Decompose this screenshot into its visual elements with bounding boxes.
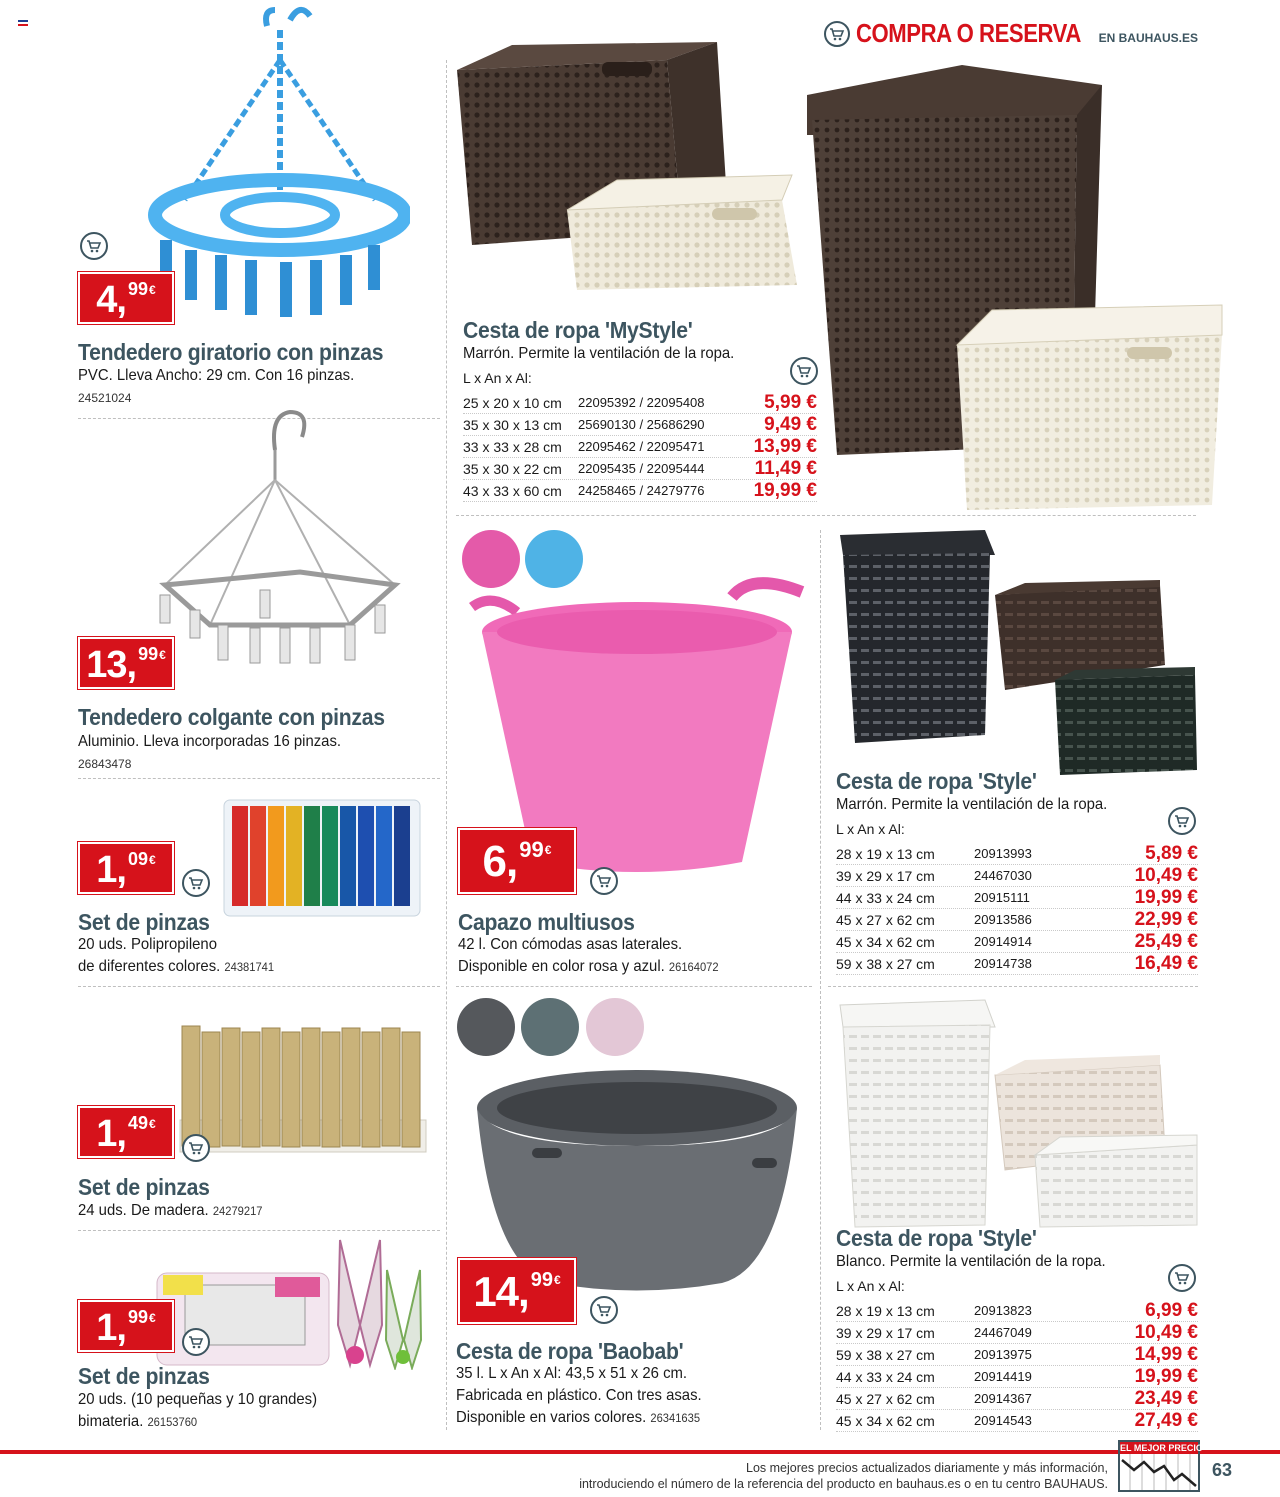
- row-dim: 44 x 33 x 24 cm: [836, 1368, 935, 1385]
- product-title: Cesta de ropa 'Style': [836, 768, 1037, 794]
- row-dim: 45 x 27 x 62 cm: [836, 1390, 935, 1407]
- table-row: [836, 1300, 1198, 1322]
- price-decimal: 99: [127, 279, 149, 299]
- row-price: 11,49 €: [754, 457, 817, 479]
- row-code: 20913823: [974, 1303, 1032, 1318]
- price-integer: 14 ,: [473, 1260, 528, 1324]
- row-code: 20913993: [974, 846, 1032, 861]
- product-desc: [78, 1411, 197, 1433]
- price-integer: 1 ,: [96, 1108, 126, 1160]
- mystyle-hamper-image: [792, 55, 1227, 510]
- table-row: [463, 480, 817, 502]
- header-main: COMPRA O RESERVA: [856, 18, 1081, 48]
- row-code: 20915111: [974, 890, 1030, 905]
- row-dim: 45 x 34 x 62 cm: [836, 933, 935, 950]
- table-row: [836, 953, 1198, 975]
- row-price: 22,99 €: [1134, 908, 1198, 930]
- price-currency: €: [553, 1273, 561, 1287]
- table-row: [463, 458, 817, 480]
- row-price: 23,49 €: [1134, 1387, 1198, 1409]
- row-dim: 59 x 38 x 27 cm: [836, 955, 935, 972]
- price-decimal: 09: [127, 849, 149, 869]
- table-row: [836, 1344, 1198, 1366]
- product-desc: [456, 1407, 700, 1429]
- product-ref: 24521024: [78, 391, 132, 405]
- product-desc: Marrón. Permite la ventilación de la ropa.: [836, 796, 1108, 813]
- divider: [456, 515, 1196, 516]
- footer-rule: [0, 1450, 1280, 1454]
- divider: [456, 986, 812, 987]
- product-ref: 24381741: [224, 960, 275, 974]
- price-currency: €: [544, 843, 552, 857]
- table-row: [836, 887, 1198, 909]
- row-code: 24467049: [974, 1325, 1032, 1340]
- price-integer: 4 ,: [96, 274, 126, 326]
- product-title: Set de pinzas: [78, 1174, 210, 1200]
- table-row: [463, 436, 817, 458]
- row-dim: 45 x 27 x 62 cm: [836, 911, 935, 928]
- price-badge: [78, 842, 174, 894]
- table-row: [463, 414, 817, 436]
- product-desc: 42 l. Con cómodas asas laterales.: [458, 936, 683, 953]
- header-sub: EN BAUHAUS.ES: [1098, 30, 1198, 45]
- product-desc-line: Disponible en color rosa y azul.: [458, 958, 665, 975]
- product-desc: 20 uds. (10 pequeñas y 10 grandes): [78, 1391, 318, 1408]
- price-decimal: 99: [519, 837, 544, 862]
- product-ref: 26164072: [668, 960, 719, 974]
- row-price: 9,49 €: [764, 413, 817, 435]
- price-badge: [458, 1258, 576, 1324]
- row-code: 22095392 / 22095408: [578, 395, 705, 410]
- row-code: 20914543: [974, 1413, 1032, 1428]
- flag-icon: [18, 20, 28, 26]
- mystyle-baskets-image: [452, 40, 802, 290]
- product-desc: [458, 956, 719, 978]
- row-code: 20913975: [974, 1347, 1032, 1362]
- row-price: 6,99 €: [1145, 1299, 1198, 1321]
- table-header: L x An x Al:: [836, 1278, 905, 1294]
- cart-icon[interactable]: [590, 867, 618, 895]
- price-currency: €: [149, 853, 156, 867]
- row-price: 10,49 €: [1134, 1321, 1198, 1343]
- table-header: L x An x Al:: [463, 370, 532, 386]
- product-ref: 26153760: [147, 1415, 198, 1429]
- best-price-label: EL MEJOR PRECIO: [1120, 1443, 1203, 1453]
- row-dim: 35 x 30 x 13 cm: [463, 416, 562, 433]
- footer-line-2: introduciendo el número de la referencia del producto en bauhaus.es o en tu centro BAUHAUS.: [579, 1477, 1108, 1491]
- row-code: 22095462 / 22095471: [578, 439, 705, 454]
- row-dim: 35 x 30 x 22 cm: [463, 460, 562, 477]
- divider: [78, 778, 440, 779]
- divider: [828, 986, 1198, 987]
- table-row: [836, 1410, 1198, 1432]
- row-price: 27,49 €: [1134, 1409, 1198, 1431]
- row-price: 14,99 €: [1134, 1343, 1198, 1365]
- cart-icon[interactable]: [182, 1328, 210, 1356]
- price-chart-icon: [1120, 1454, 1198, 1490]
- divider: [78, 1230, 440, 1231]
- row-price: 10,49 €: [1134, 864, 1198, 886]
- row-code: 25690130 / 25686290: [578, 417, 705, 432]
- table-row: [463, 392, 817, 414]
- price-decimal: 99: [138, 644, 159, 664]
- table-row: [836, 1388, 1198, 1410]
- product-desc: [78, 1200, 262, 1222]
- row-dim: 59 x 38 x 27 cm: [836, 1346, 935, 1363]
- product-desc-line: 24 uds. De madera.: [78, 1202, 209, 1219]
- mystyle-size-table: [463, 370, 817, 502]
- footer-text: [579, 1460, 1108, 1492]
- price-integer: 6 ,: [483, 830, 518, 894]
- row-dim: 44 x 33 x 24 cm: [836, 889, 935, 906]
- row-price: 5,99 €: [764, 391, 817, 413]
- header: [824, 18, 1198, 49]
- row-dim: 25 x 20 x 10 cm: [463, 394, 562, 411]
- row-code: 20914419: [974, 1369, 1032, 1384]
- row-code: 24258465 / 24279776: [578, 483, 705, 498]
- price-integer: 13 ,: [86, 639, 136, 691]
- row-dim: 28 x 19 x 13 cm: [836, 1302, 935, 1319]
- wooden-pegs-image: [178, 1020, 428, 1155]
- price-badge: [458, 828, 576, 894]
- product-desc-line: de diferentes colores.: [78, 958, 221, 975]
- color-swatch-dark-grey[interactable]: [457, 998, 515, 1056]
- best-price-badge: [1118, 1440, 1203, 1492]
- product-title: Cesta de ropa 'Baobab': [456, 1338, 684, 1364]
- price-decimal: 99: [127, 1307, 149, 1327]
- product-title: Capazo multiusos: [458, 909, 635, 935]
- cart-icon[interactable]: [824, 21, 850, 47]
- row-code: 20914367: [974, 1391, 1032, 1406]
- price-badge: [78, 1106, 174, 1158]
- row-price: 13,99 €: [753, 435, 817, 457]
- footer-line-1: Los mejores precios actualizados diariamente y más información,: [746, 1461, 1108, 1475]
- table-row: [836, 843, 1198, 865]
- cart-icon[interactable]: [182, 869, 210, 897]
- product-ref: 26843478: [78, 757, 132, 771]
- row-price: 16,49 €: [1134, 952, 1198, 974]
- row-dim: 43 x 33 x 60 cm: [463, 482, 562, 499]
- colored-pegs-image: [222, 796, 422, 921]
- style-brown-size-table: [836, 821, 1198, 975]
- product-desc: [78, 956, 274, 978]
- product-ref: 24279217: [212, 1204, 263, 1218]
- price-integer: 1 ,: [96, 844, 126, 896]
- row-price: 5,89 €: [1145, 842, 1198, 864]
- product-title: Set de pinzas: [78, 1363, 210, 1389]
- price-currency: €: [149, 1311, 156, 1325]
- table-header: L x An x Al:: [836, 821, 905, 837]
- product-title: Tendedero colgante con pinzas: [78, 704, 385, 730]
- price-decimal: 49: [127, 1113, 149, 1133]
- cart-icon[interactable]: [182, 1134, 210, 1162]
- price-badge: [78, 1300, 174, 1352]
- product-title: Cesta de ropa 'MyStyle': [463, 317, 693, 343]
- product-desc-line: Disponible en varios colores.: [456, 1409, 647, 1426]
- row-dim: 33 x 33 x 28 cm: [463, 438, 562, 455]
- price-badge: [78, 637, 174, 689]
- product-desc: 35 l. L x An x Al: 43,5 x 51 x 26 cm.: [456, 1365, 688, 1382]
- product-desc: Blanco. Permite la ventilación de la ropa.: [836, 1253, 1106, 1270]
- product-desc: PVC. Lleva Ancho: 29 cm. Con 16 pinzas.: [78, 367, 355, 384]
- page-number: 63: [1212, 1460, 1233, 1480]
- style-brown-baskets-image: [835, 525, 1200, 780]
- row-dim: 45 x 34 x 62 cm: [836, 1412, 935, 1429]
- product-title: Set de pinzas: [78, 909, 210, 935]
- row-dim: 28 x 19 x 13 cm: [836, 845, 935, 862]
- aluminium-hanger-image: [150, 400, 420, 680]
- row-price: 25,49 €: [1134, 930, 1198, 952]
- table-row: [836, 909, 1198, 931]
- style-white-baskets-image: [835, 995, 1200, 1230]
- color-swatch-pink-light[interactable]: [586, 998, 644, 1056]
- product-desc-line: bimateria.: [78, 1413, 144, 1430]
- product-title: Tendedero giratorio con pinzas: [78, 339, 384, 365]
- color-swatch-slate[interactable]: [521, 998, 579, 1056]
- price-currency: €: [149, 283, 156, 297]
- price-currency: €: [159, 648, 166, 662]
- cart-icon[interactable]: [80, 232, 108, 260]
- price-currency: €: [149, 1117, 156, 1131]
- table-row: [836, 865, 1198, 887]
- table-row: [836, 1322, 1198, 1344]
- column-divider-2: [820, 530, 821, 1430]
- row-price: 19,99 €: [753, 479, 817, 501]
- row-code: 20914914: [974, 934, 1032, 949]
- row-code: 22095435 / 22095444: [578, 461, 705, 476]
- row-price: 19,99 €: [1134, 1365, 1198, 1387]
- row-code: 24467030: [974, 868, 1032, 883]
- style-white-size-table: [836, 1278, 1198, 1432]
- product-ref: 26341635: [650, 1411, 701, 1425]
- product-desc: Aluminio. Lleva incorporadas 16 pinzas.: [78, 733, 342, 750]
- row-dim: 39 x 29 x 17 cm: [836, 867, 935, 884]
- product-desc: Fabricada en plástico. Con tres asas.: [456, 1387, 702, 1404]
- product-title: Cesta de ropa 'Style': [836, 1225, 1037, 1251]
- price-decimal: 99: [530, 1269, 553, 1291]
- rotary-hanger-image: [140, 0, 410, 330]
- row-code: 20913586: [974, 912, 1032, 927]
- row-code: 20914738: [974, 956, 1032, 971]
- cart-icon[interactable]: [590, 1296, 618, 1324]
- product-desc: Marrón. Permite la ventilación de la ropa.: [463, 345, 735, 362]
- table-row: [836, 931, 1198, 953]
- product-desc: 20 uds. Polipropileno: [78, 936, 217, 953]
- column-divider-1: [446, 60, 447, 1430]
- row-price: 19,99 €: [1134, 886, 1198, 908]
- price-integer: 1 ,: [96, 1302, 126, 1354]
- divider: [78, 986, 440, 987]
- row-dim: 39 x 29 x 17 cm: [836, 1324, 935, 1341]
- price-badge: [78, 272, 174, 324]
- table-row: [836, 1366, 1198, 1388]
